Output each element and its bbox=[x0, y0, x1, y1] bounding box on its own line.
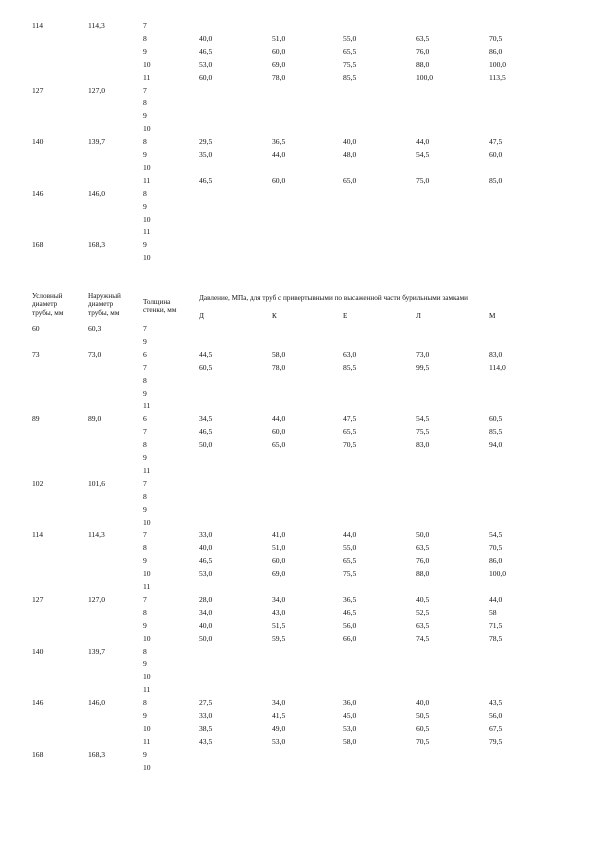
wall-thickness-cell: 7 bbox=[143, 427, 147, 437]
pressure-value-cell: 70,5 bbox=[343, 440, 357, 450]
pressure-value-cell: 53,0 bbox=[343, 723, 357, 733]
pressure-value-cell: 85,0 bbox=[489, 175, 503, 185]
pressure-value-cell: 33,0 bbox=[199, 530, 213, 540]
pressure-value-cell: 44,5 bbox=[199, 349, 213, 359]
pressure-value-cell: 34,0 bbox=[199, 607, 213, 617]
pressure-value-cell: 75,0 bbox=[416, 175, 430, 185]
pressure-value-cell: 69,0 bbox=[272, 569, 286, 579]
outer-diameter-cell: 127,0 bbox=[88, 594, 106, 604]
pressure-value-cell: 83,0 bbox=[489, 349, 503, 359]
pressure-value-cell: 78,5 bbox=[489, 633, 503, 643]
wall-thickness-cell: 9 bbox=[143, 336, 147, 346]
wall-thickness-cell: 10 bbox=[143, 214, 151, 224]
wall-thickness-cell: 9 bbox=[143, 111, 147, 121]
pressure-value-cell: 76,0 bbox=[416, 556, 430, 566]
pressure-value-cell: 58 bbox=[489, 607, 497, 617]
pressure-value-cell: 36,0 bbox=[343, 698, 357, 708]
pressure-value-cell: 69,0 bbox=[272, 59, 286, 69]
pressure-value-cell: 50,5 bbox=[416, 711, 430, 720]
wall-thickness-cell: 9 bbox=[143, 749, 147, 759]
pressure-value-cell: 100,0 bbox=[489, 569, 507, 579]
pressure-value-cell: 44,0 bbox=[272, 150, 286, 159]
pressure-value-cell: 40,0 bbox=[343, 137, 357, 147]
pressure-value-cell: 76,0 bbox=[416, 46, 430, 56]
pressure-value-cell: 49,0 bbox=[272, 723, 286, 733]
pressure-value-cell: 34,0 bbox=[272, 698, 286, 708]
pressure-value-cell: 66,0 bbox=[343, 633, 357, 643]
wall-thickness-cell: 8 bbox=[143, 137, 147, 147]
wall-thickness-cell: 9 bbox=[143, 453, 147, 462]
pressure-value-cell: 60,0 bbox=[489, 150, 503, 159]
pressure-value-cell: 78,0 bbox=[272, 362, 286, 372]
pressure-value-cell: 43,5 bbox=[199, 736, 213, 746]
pressure-value-cell: 94,0 bbox=[489, 440, 503, 450]
pressure-value-cell: 48,0 bbox=[343, 150, 357, 159]
nominal-diameter-cell: 60 bbox=[32, 324, 40, 333]
wall-thickness-cell: 7 bbox=[143, 478, 147, 488]
header-grade-d: Д bbox=[199, 312, 204, 320]
wall-thickness-cell: 9 bbox=[143, 659, 147, 669]
pressure-value-cell: 44,0 bbox=[416, 137, 430, 147]
wall-thickness-cell: 8 bbox=[143, 698, 147, 708]
header-grade-e: Е bbox=[343, 312, 348, 320]
nominal-diameter-cell: 140 bbox=[32, 137, 44, 147]
wall-thickness-cell: 11 bbox=[143, 685, 151, 695]
pressure-value-cell: 99,5 bbox=[416, 362, 430, 372]
pressure-value-cell: 46,5 bbox=[199, 556, 213, 566]
outer-diameter-cell: 101,6 bbox=[88, 478, 106, 488]
pressure-value-cell: 65,5 bbox=[343, 427, 357, 437]
nominal-diameter-cell: 114 bbox=[32, 530, 44, 540]
pressure-value-cell: 52,5 bbox=[416, 607, 430, 617]
wall-thickness-cell: 8 bbox=[143, 646, 147, 656]
pressure-value-cell: 56,0 bbox=[489, 711, 503, 720]
outer-diameter-cell: 168,3 bbox=[88, 749, 106, 759]
pressure-value-cell: 33,0 bbox=[199, 711, 213, 720]
pressure-value-cell: 51,5 bbox=[272, 620, 286, 630]
wall-thickness-cell: 7 bbox=[143, 21, 147, 30]
nominal-diameter-cell: 114 bbox=[32, 21, 44, 30]
nominal-diameter-cell: 127 bbox=[32, 594, 44, 604]
wall-thickness-cell: 7 bbox=[143, 85, 147, 95]
pressure-value-cell: 44,0 bbox=[343, 530, 357, 540]
pressure-value-cell: 63,5 bbox=[416, 33, 430, 43]
wall-thickness-cell: 11 bbox=[143, 72, 151, 82]
header-grade-k: К bbox=[272, 312, 277, 320]
pressure-value-cell: 46,5 bbox=[343, 607, 357, 617]
pressure-value-cell: 74,5 bbox=[416, 633, 430, 643]
pressure-value-cell: 58,0 bbox=[343, 736, 357, 746]
wall-thickness-cell: 7 bbox=[143, 324, 147, 333]
pressure-value-cell: 29,5 bbox=[199, 137, 213, 147]
outer-diameter-cell: 139,7 bbox=[88, 137, 106, 147]
wall-thickness-cell: 8 bbox=[143, 440, 147, 450]
nominal-diameter-cell: 146 bbox=[32, 698, 44, 708]
pressure-value-cell: 63,5 bbox=[416, 620, 430, 630]
pressure-value-cell: 65,5 bbox=[343, 556, 357, 566]
pressure-value-cell: 46,5 bbox=[199, 46, 213, 56]
pressure-value-cell: 44,0 bbox=[489, 594, 503, 604]
pressure-value-cell: 40,5 bbox=[416, 594, 430, 604]
pressure-value-cell: 43,0 bbox=[272, 607, 286, 617]
wall-thickness-cell: 6 bbox=[143, 414, 147, 424]
pressure-value-cell: 47,5 bbox=[343, 414, 357, 424]
wall-thickness-cell: 7 bbox=[143, 530, 147, 540]
pressure-value-cell: 53,0 bbox=[199, 59, 213, 69]
pressure-value-cell: 40,0 bbox=[199, 620, 213, 630]
outer-diameter-cell: 89,0 bbox=[88, 414, 102, 424]
wall-thickness-cell: 9 bbox=[143, 556, 147, 566]
wall-thickness-cell: 7 bbox=[143, 594, 147, 604]
wall-thickness-cell: 10 bbox=[143, 569, 151, 579]
outer-diameter-cell: 60,3 bbox=[88, 324, 102, 333]
pressure-value-cell: 85,5 bbox=[343, 362, 357, 372]
pressure-value-cell: 38,5 bbox=[199, 723, 213, 733]
wall-thickness-cell: 11 bbox=[143, 175, 151, 185]
pressure-value-cell: 34,0 bbox=[272, 594, 286, 604]
pressure-value-cell: 28,0 bbox=[199, 594, 213, 604]
wall-thickness-cell: 9 bbox=[143, 620, 147, 630]
wall-thickness-cell: 9 bbox=[143, 201, 147, 211]
wall-thickness-cell: 8 bbox=[143, 607, 147, 617]
nominal-diameter-cell: 73 bbox=[32, 349, 40, 359]
wall-thickness-cell: 10 bbox=[143, 723, 151, 733]
pressure-value-cell: 88,0 bbox=[416, 569, 430, 579]
pressure-value-cell: 40,0 bbox=[199, 543, 213, 553]
wall-thickness-cell: 8 bbox=[143, 543, 147, 553]
header-grade-m: М bbox=[489, 312, 496, 320]
pressure-value-cell: 45,0 bbox=[343, 711, 357, 720]
pressure-value-cell: 71,5 bbox=[489, 620, 503, 630]
pressure-value-cell: 100,0 bbox=[489, 59, 507, 69]
pressure-value-cell: 78,0 bbox=[272, 72, 286, 82]
wall-thickness-cell: 8 bbox=[143, 375, 147, 385]
pressure-value-cell: 70,5 bbox=[489, 33, 503, 43]
pressure-value-cell: 40,0 bbox=[199, 33, 213, 43]
wall-thickness-cell: 9 bbox=[143, 240, 147, 250]
pressure-value-cell: 60,0 bbox=[199, 72, 213, 82]
pressure-value-cell: 51,0 bbox=[272, 543, 286, 553]
pressure-value-cell: 27,5 bbox=[199, 698, 213, 708]
pressure-value-cell: 70,5 bbox=[416, 736, 430, 746]
pressure-value-cell: 54,5 bbox=[416, 414, 430, 424]
pressure-value-cell: 65,5 bbox=[343, 46, 357, 56]
pressure-value-cell: 73,0 bbox=[416, 349, 430, 359]
pressure-value-cell: 114,0 bbox=[489, 362, 506, 372]
pressure-value-cell: 63,5 bbox=[416, 543, 430, 553]
pressure-value-cell: 51,0 bbox=[272, 33, 286, 43]
nominal-diameter-cell: 102 bbox=[32, 478, 44, 488]
outer-diameter-cell: 114,3 bbox=[88, 21, 105, 30]
wall-thickness-cell: 7 bbox=[143, 362, 147, 372]
pressure-value-cell: 53,0 bbox=[272, 736, 286, 746]
wall-thickness-cell: 11 bbox=[143, 401, 151, 411]
pressure-value-cell: 83,0 bbox=[416, 440, 430, 450]
pressure-value-cell: 100,0 bbox=[416, 72, 434, 82]
pressure-value-cell: 34,5 bbox=[199, 414, 213, 424]
outer-diameter-cell: 146,0 bbox=[88, 698, 106, 708]
outer-diameter-cell: 139,7 bbox=[88, 646, 106, 656]
pressure-value-cell: 60,5 bbox=[416, 723, 430, 733]
pressure-value-cell: 40,0 bbox=[416, 698, 430, 708]
nominal-diameter-cell: 127 bbox=[32, 85, 44, 95]
wall-thickness-cell: 10 bbox=[143, 633, 151, 643]
pressure-value-cell: 63,0 bbox=[343, 349, 357, 359]
pressure-value-cell: 60,0 bbox=[272, 175, 286, 185]
wall-thickness-cell: 11 bbox=[143, 227, 151, 237]
outer-diameter-cell: 127,0 bbox=[88, 85, 106, 95]
wall-thickness-cell: 10 bbox=[143, 253, 151, 263]
wall-thickness-cell: 6 bbox=[143, 349, 147, 359]
outer-diameter-cell: 168,3 bbox=[88, 240, 106, 250]
pressure-value-cell: 36,5 bbox=[343, 594, 357, 604]
pressure-value-cell: 55,0 bbox=[343, 543, 357, 553]
outer-diameter-cell: 114,3 bbox=[88, 530, 105, 540]
pressure-value-cell: 85,5 bbox=[343, 72, 357, 82]
pressure-value-cell: 59,5 bbox=[272, 633, 286, 643]
header-pressure: Давление, МПа, для труб с привертывными по высаженной части бурильными замками bbox=[199, 294, 468, 302]
wall-thickness-cell: 10 bbox=[143, 672, 151, 682]
pressure-value-cell: 60,5 bbox=[199, 362, 213, 372]
wall-thickness-cell: 9 bbox=[143, 46, 147, 56]
pressure-value-cell: 53,0 bbox=[199, 569, 213, 579]
header-outer-diameter: Наружный диаметр трубы, мм bbox=[88, 292, 121, 317]
pressure-value-cell: 60,0 bbox=[272, 46, 286, 56]
wall-thickness-cell: 8 bbox=[143, 33, 147, 43]
pressure-value-cell: 43,5 bbox=[489, 698, 503, 708]
wall-thickness-cell: 8 bbox=[143, 188, 147, 198]
pressure-value-cell: 36,5 bbox=[272, 137, 286, 147]
nominal-diameter-cell: 146 bbox=[32, 188, 44, 198]
pressure-value-cell: 54,5 bbox=[416, 150, 430, 159]
wall-thickness-cell: 10 bbox=[143, 517, 151, 527]
pressure-value-cell: 60,0 bbox=[272, 556, 286, 566]
wall-thickness-cell: 10 bbox=[143, 162, 151, 172]
outer-diameter-cell: 73,0 bbox=[88, 349, 102, 359]
pressure-value-cell: 44,0 bbox=[272, 414, 286, 424]
wall-thickness-cell: 10 bbox=[143, 124, 151, 134]
pressure-value-cell: 65,0 bbox=[343, 175, 357, 185]
pressure-value-cell: 88,0 bbox=[416, 59, 430, 69]
pressure-value-cell: 65,0 bbox=[272, 440, 286, 450]
wall-thickness-cell: 8 bbox=[143, 491, 147, 501]
pressure-value-cell: 58,0 bbox=[272, 349, 286, 359]
pressure-value-cell: 75,5 bbox=[416, 427, 430, 437]
header-grade-l: Л bbox=[416, 312, 421, 320]
pressure-value-cell: 60,5 bbox=[489, 414, 503, 424]
wall-thickness-cell: 10 bbox=[143, 762, 151, 772]
wall-thickness-cell: 11 bbox=[143, 582, 151, 591]
header-wall-thickness: Толщина стенки, мм bbox=[143, 298, 177, 315]
wall-thickness-cell: 11 bbox=[143, 465, 151, 475]
pressure-value-cell: 67,5 bbox=[489, 723, 503, 733]
outer-diameter-cell: 146,0 bbox=[88, 188, 106, 198]
pressure-value-cell: 46,5 bbox=[199, 175, 213, 185]
wall-thickness-cell: 8 bbox=[143, 98, 147, 108]
wall-thickness-cell: 9 bbox=[143, 150, 147, 159]
wall-thickness-cell: 9 bbox=[143, 388, 147, 398]
wall-thickness-cell: 11 bbox=[143, 736, 151, 746]
wall-thickness-cell: 10 bbox=[143, 59, 151, 69]
pressure-value-cell: 70,5 bbox=[489, 543, 503, 553]
nominal-diameter-cell: 168 bbox=[32, 749, 44, 759]
nominal-diameter-cell: 89 bbox=[32, 414, 40, 424]
pressure-value-cell: 85,5 bbox=[489, 427, 503, 437]
pressure-value-cell: 47,5 bbox=[489, 137, 503, 147]
nominal-diameter-cell: 168 bbox=[32, 240, 44, 250]
pressure-value-cell: 75,5 bbox=[343, 569, 357, 579]
pressure-value-cell: 41,0 bbox=[272, 530, 286, 540]
pressure-value-cell: 79,5 bbox=[489, 736, 503, 746]
pressure-value-cell: 41,5 bbox=[272, 711, 286, 720]
pressure-value-cell: 50,0 bbox=[416, 530, 430, 540]
wall-thickness-cell: 9 bbox=[143, 504, 147, 514]
header-nominal-diameter: Условный диаметр трубы, мм bbox=[32, 292, 64, 317]
pressure-value-cell: 55,0 bbox=[343, 33, 357, 43]
pressure-value-cell: 86,0 bbox=[489, 46, 503, 56]
pressure-value-cell: 60,0 bbox=[272, 427, 286, 437]
pressure-value-cell: 54,5 bbox=[489, 530, 503, 540]
pressure-value-cell: 86,0 bbox=[489, 556, 503, 566]
nominal-diameter-cell: 140 bbox=[32, 646, 44, 656]
pressure-value-cell: 56,0 bbox=[343, 620, 357, 630]
pressure-value-cell: 75,5 bbox=[343, 59, 357, 69]
wall-thickness-cell: 9 bbox=[143, 711, 147, 720]
pressure-value-cell: 113,5 bbox=[489, 72, 506, 82]
pressure-value-cell: 35,0 bbox=[199, 150, 213, 159]
pressure-value-cell: 50,0 bbox=[199, 440, 213, 450]
pressure-value-cell: 50,0 bbox=[199, 633, 213, 643]
pressure-value-cell: 46,5 bbox=[199, 427, 213, 437]
